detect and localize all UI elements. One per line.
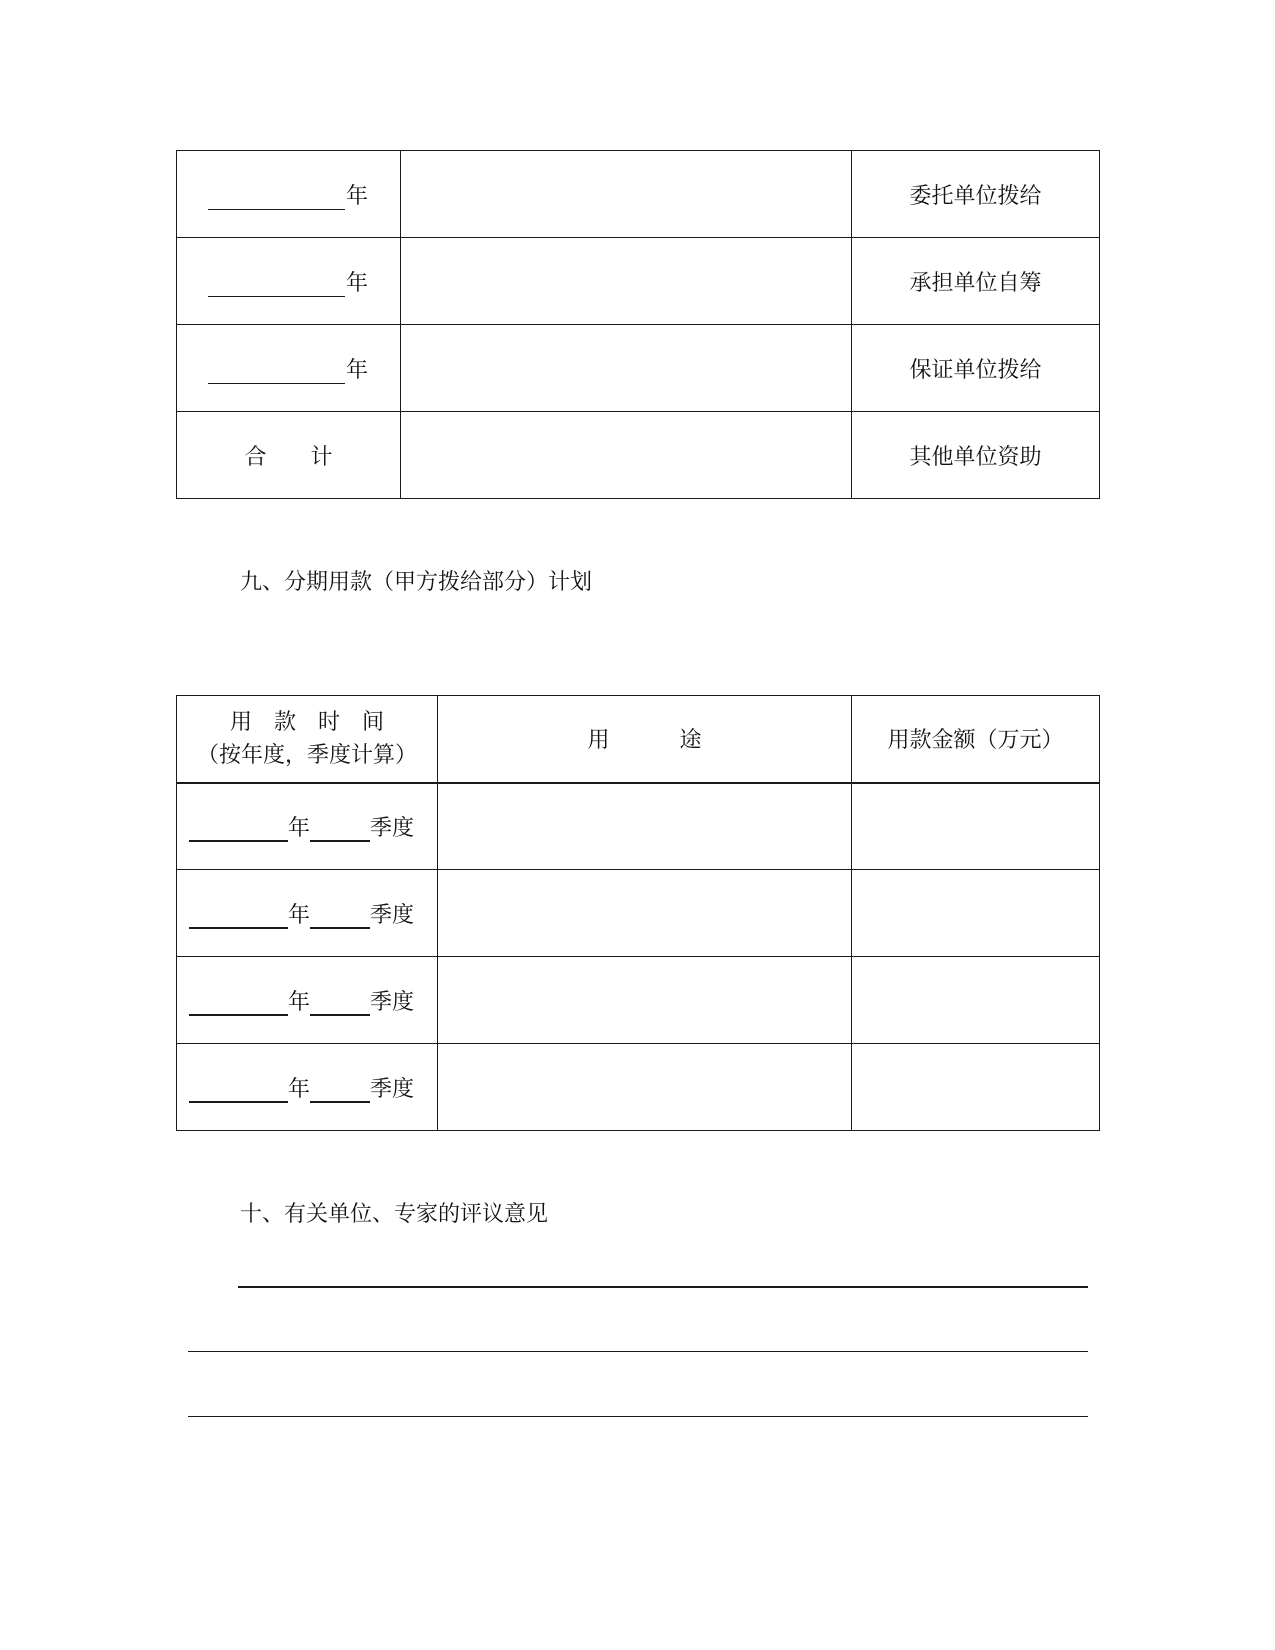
funding-row [177,325,1100,412]
funding-row [177,151,1100,238]
amount-cell[interactable] [852,957,1100,1044]
quarter-suffix: 季度 [370,1076,415,1102]
year-blank[interactable] [208,274,345,297]
year-blank[interactable] [189,905,288,929]
amount-cell[interactable] [852,870,1100,957]
section-ten-heading: 十、有关单位、专家的评议意见 [240,1202,549,1227]
plan-row [177,870,1100,957]
quarter-suffix: 季度 [370,902,415,928]
year-suffix: 年 [288,989,311,1015]
amount-cell[interactable] [401,151,852,238]
amount-cell[interactable] [852,1044,1100,1131]
quarter-blank[interactable] [310,1079,370,1103]
use-cell[interactable] [438,870,852,957]
plan-row [177,783,1100,870]
header-amount: 用款金额（万元） [852,696,1100,783]
amount-cell[interactable] [401,325,852,412]
year-suffix: 年 [288,815,311,841]
year-blank[interactable] [208,187,345,210]
total-label-b: 计 [310,444,333,470]
year-suffix: 年 [346,183,369,209]
year-cell[interactable] [177,151,401,238]
funding-table [176,150,1100,499]
funding-source-label: 其他单位资助 [852,412,1100,499]
header-time-note: （按年度，季度计算） [196,742,417,768]
period-cell[interactable] [177,1044,438,1131]
total-label-a: 合 [244,444,267,470]
header-time-title: 用 款 时 间 [229,709,385,735]
funding-row [177,238,1100,325]
quarter-blank[interactable] [310,818,370,842]
year-suffix: 年 [346,357,369,383]
year-cell[interactable] [177,325,401,412]
funding-source-label: 承担单位自筹 [852,238,1100,325]
opinion-line[interactable] [238,1286,1088,1288]
year-cell[interactable] [177,238,401,325]
year-blank[interactable] [208,361,345,384]
header-use: 用 途 [438,696,852,783]
year-suffix: 年 [288,902,311,928]
funding-total-row [177,412,1100,499]
period-cell[interactable] [177,870,438,957]
quarter-blank[interactable] [310,905,370,929]
amount-cell[interactable] [852,783,1100,870]
year-blank[interactable] [189,1079,288,1103]
header-time [177,696,438,783]
quarter-suffix: 季度 [370,989,415,1015]
year-blank[interactable] [189,818,288,842]
opinion-line[interactable] [188,1416,1088,1417]
installment-plan-table [176,695,1100,1131]
use-cell[interactable] [438,783,852,870]
use-cell[interactable] [438,1044,852,1131]
amount-cell[interactable] [401,238,852,325]
opinion-line[interactable] [188,1351,1088,1352]
year-blank[interactable] [189,992,288,1016]
period-cell[interactable] [177,783,438,870]
total-amount-cell[interactable] [401,412,852,499]
plan-row [177,957,1100,1044]
use-cell[interactable] [438,957,852,1044]
period-cell[interactable] [177,957,438,1044]
year-suffix: 年 [346,270,369,296]
plan-header-row [177,696,1100,783]
quarter-suffix: 季度 [370,815,415,841]
funding-source-label: 保证单位拨给 [852,325,1100,412]
plan-row [177,1044,1100,1131]
quarter-blank[interactable] [310,992,370,1016]
year-suffix: 年 [288,1076,311,1102]
total-label [177,412,401,499]
funding-source-label: 委托单位拨给 [852,151,1100,238]
section-nine-heading: 九、分期用款（甲方拨给部分）计划 [240,570,593,595]
